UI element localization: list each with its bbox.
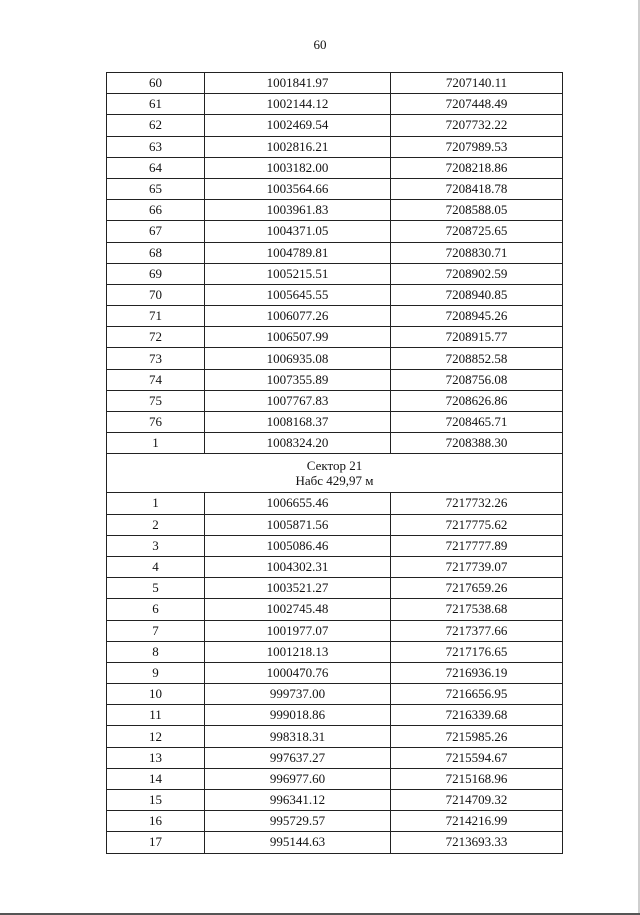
point-number-cell: 63 xyxy=(107,136,205,157)
coordinates-table xyxy=(106,72,563,854)
x-coordinate-cell: 1005086.46 xyxy=(205,535,391,556)
y-coordinate-cell: 7208852.58 xyxy=(391,348,563,369)
page-number: 60 xyxy=(313,37,327,52)
y-coordinate-cell: 7208588.05 xyxy=(391,200,563,221)
table-row xyxy=(107,306,563,327)
point-number-cell: 7 xyxy=(107,620,205,641)
y-coordinate-cell: 7217739.07 xyxy=(391,556,563,577)
x-coordinate-cell: 1006077.26 xyxy=(205,306,391,327)
table-row xyxy=(107,412,563,433)
table-row xyxy=(107,433,563,454)
x-coordinate-cell: 1005215.51 xyxy=(205,263,391,284)
sector-header-cell xyxy=(107,454,563,493)
table-row xyxy=(107,115,563,136)
point-number-cell: 1 xyxy=(107,493,205,514)
x-coordinate-cell: 1003961.83 xyxy=(205,200,391,221)
x-coordinate-cell: 1006507.99 xyxy=(205,327,391,348)
y-coordinate-cell: 7217775.62 xyxy=(391,514,563,535)
point-number-cell: 65 xyxy=(107,178,205,199)
sector-header-row xyxy=(107,454,563,493)
table-row xyxy=(107,620,563,641)
y-coordinate-cell: 7207448.49 xyxy=(391,94,563,115)
sector-subtitle: Набс 429,97 м xyxy=(295,473,374,489)
table-row xyxy=(107,684,563,705)
x-coordinate-cell: 1008324.20 xyxy=(205,433,391,454)
point-number-cell: 71 xyxy=(107,306,205,327)
point-number-cell: 67 xyxy=(107,221,205,242)
point-number-cell: 66 xyxy=(107,200,205,221)
point-number-cell: 61 xyxy=(107,94,205,115)
point-number-cell: 5 xyxy=(107,578,205,599)
table-row xyxy=(107,73,563,94)
x-coordinate-cell: 1003564.66 xyxy=(205,178,391,199)
x-coordinate-cell: 999737.00 xyxy=(205,684,391,705)
point-number-cell: 73 xyxy=(107,348,205,369)
y-coordinate-cell: 7216339.68 xyxy=(391,705,563,726)
y-coordinate-cell: 7217659.26 xyxy=(391,578,563,599)
point-number-cell: 69 xyxy=(107,263,205,284)
x-coordinate-cell: 998318.31 xyxy=(205,726,391,747)
point-number-cell: 3 xyxy=(107,535,205,556)
point-number-cell: 76 xyxy=(107,412,205,433)
x-coordinate-cell: 1001977.07 xyxy=(205,620,391,641)
table-row xyxy=(107,705,563,726)
y-coordinate-cell: 7217777.89 xyxy=(391,535,563,556)
y-coordinate-cell: 7208725.65 xyxy=(391,221,563,242)
x-coordinate-cell: 1002469.54 xyxy=(205,115,391,136)
y-coordinate-cell: 7208418.78 xyxy=(391,178,563,199)
y-coordinate-cell: 7208915.77 xyxy=(391,327,563,348)
table-row xyxy=(107,242,563,263)
point-number-cell: 68 xyxy=(107,242,205,263)
y-coordinate-cell: 7217377.66 xyxy=(391,620,563,641)
y-coordinate-cell: 7213693.33 xyxy=(391,832,563,853)
x-coordinate-cell: 999018.86 xyxy=(205,705,391,726)
y-coordinate-cell: 7217176.65 xyxy=(391,641,563,662)
table-row xyxy=(107,200,563,221)
sector-title: Сектор 21 xyxy=(306,458,363,474)
point-number-cell: 6 xyxy=(107,599,205,620)
table-row xyxy=(107,832,563,853)
point-number-cell: 1 xyxy=(107,433,205,454)
table-row xyxy=(107,284,563,305)
x-coordinate-cell: 996977.60 xyxy=(205,768,391,789)
y-coordinate-cell: 7208756.08 xyxy=(391,369,563,390)
y-coordinate-cell: 7216936.19 xyxy=(391,662,563,683)
x-coordinate-cell: 1005871.56 xyxy=(205,514,391,535)
table-row xyxy=(107,493,563,514)
x-coordinate-cell: 1007767.83 xyxy=(205,390,391,411)
table-row xyxy=(107,662,563,683)
x-coordinate-cell: 1002816.21 xyxy=(205,136,391,157)
table-row xyxy=(107,221,563,242)
y-coordinate-cell: 7215594.67 xyxy=(391,747,563,768)
point-number-cell: 60 xyxy=(107,73,205,94)
table-row xyxy=(107,327,563,348)
table-row xyxy=(107,178,563,199)
y-coordinate-cell: 7208626.86 xyxy=(391,390,563,411)
y-coordinate-cell: 7215985.26 xyxy=(391,726,563,747)
point-number-cell: 16 xyxy=(107,811,205,832)
x-coordinate-cell: 1008168.37 xyxy=(205,412,391,433)
table-row xyxy=(107,369,563,390)
y-coordinate-cell: 7208218.86 xyxy=(391,157,563,178)
point-number-cell: 9 xyxy=(107,662,205,683)
y-coordinate-cell: 7208940.85 xyxy=(391,284,563,305)
table-row xyxy=(107,726,563,747)
point-number-cell: 13 xyxy=(107,747,205,768)
table-row xyxy=(107,535,563,556)
y-coordinate-cell: 7208465.71 xyxy=(391,412,563,433)
x-coordinate-cell: 1006935.08 xyxy=(205,348,391,369)
point-number-cell: 62 xyxy=(107,115,205,136)
point-number-cell: 70 xyxy=(107,284,205,305)
y-coordinate-cell: 7216656.95 xyxy=(391,684,563,705)
point-number-cell: 11 xyxy=(107,705,205,726)
y-coordinate-cell: 7214709.32 xyxy=(391,790,563,811)
x-coordinate-cell: 1004302.31 xyxy=(205,556,391,577)
table-row xyxy=(107,747,563,768)
x-coordinate-cell: 997637.27 xyxy=(205,747,391,768)
x-coordinate-cell: 1003521.27 xyxy=(205,578,391,599)
point-number-cell: 2 xyxy=(107,514,205,535)
y-coordinate-cell: 7217732.26 xyxy=(391,493,563,514)
point-number-cell: 10 xyxy=(107,684,205,705)
table-row xyxy=(107,136,563,157)
table-row xyxy=(107,348,563,369)
x-coordinate-cell: 1000470.76 xyxy=(205,662,391,683)
point-number-cell: 8 xyxy=(107,641,205,662)
point-number-cell: 17 xyxy=(107,832,205,853)
point-number-cell: 64 xyxy=(107,157,205,178)
y-coordinate-cell: 7208902.59 xyxy=(391,263,563,284)
x-coordinate-cell: 1004789.81 xyxy=(205,242,391,263)
point-number-cell: 14 xyxy=(107,768,205,789)
table-row xyxy=(107,157,563,178)
x-coordinate-cell: 996341.12 xyxy=(205,790,391,811)
y-coordinate-cell: 7207140.11 xyxy=(391,73,563,94)
x-coordinate-cell: 1001841.97 xyxy=(205,73,391,94)
table-body-before-sector xyxy=(107,73,563,454)
x-coordinate-cell: 1007355.89 xyxy=(205,369,391,390)
point-number-cell: 74 xyxy=(107,369,205,390)
y-coordinate-cell: 7208830.71 xyxy=(391,242,563,263)
table-row xyxy=(107,641,563,662)
table-row xyxy=(107,599,563,620)
y-coordinate-cell: 7217538.68 xyxy=(391,599,563,620)
x-coordinate-cell: 1004371.05 xyxy=(205,221,391,242)
x-coordinate-cell: 1006655.46 xyxy=(205,493,391,514)
y-coordinate-cell: 7208388.30 xyxy=(391,433,563,454)
point-number-cell: 4 xyxy=(107,556,205,577)
x-coordinate-cell: 1003182.00 xyxy=(205,157,391,178)
y-coordinate-cell: 7207732.22 xyxy=(391,115,563,136)
table-row xyxy=(107,768,563,789)
x-coordinate-cell: 1002144.12 xyxy=(205,94,391,115)
x-coordinate-cell: 1005645.55 xyxy=(205,284,391,305)
y-coordinate-cell: 7215168.96 xyxy=(391,768,563,789)
x-coordinate-cell: 995729.57 xyxy=(205,811,391,832)
table-row xyxy=(107,811,563,832)
point-number-cell: 12 xyxy=(107,726,205,747)
x-coordinate-cell: 995144.63 xyxy=(205,832,391,853)
table-row xyxy=(107,790,563,811)
y-coordinate-cell: 7214216.99 xyxy=(391,811,563,832)
point-number-cell: 15 xyxy=(107,790,205,811)
point-number-cell: 72 xyxy=(107,327,205,348)
y-coordinate-cell: 7207989.53 xyxy=(391,136,563,157)
x-coordinate-cell: 1002745.48 xyxy=(205,599,391,620)
table-row xyxy=(107,556,563,577)
y-coordinate-cell: 7208945.26 xyxy=(391,306,563,327)
table-row xyxy=(107,263,563,284)
point-number-cell: 75 xyxy=(107,390,205,411)
table-row xyxy=(107,578,563,599)
x-coordinate-cell: 1001218.13 xyxy=(205,641,391,662)
table-body-after-sector xyxy=(107,493,563,853)
table-row xyxy=(107,390,563,411)
table-row xyxy=(107,94,563,115)
sector-header-group xyxy=(107,454,563,493)
table-row xyxy=(107,514,563,535)
